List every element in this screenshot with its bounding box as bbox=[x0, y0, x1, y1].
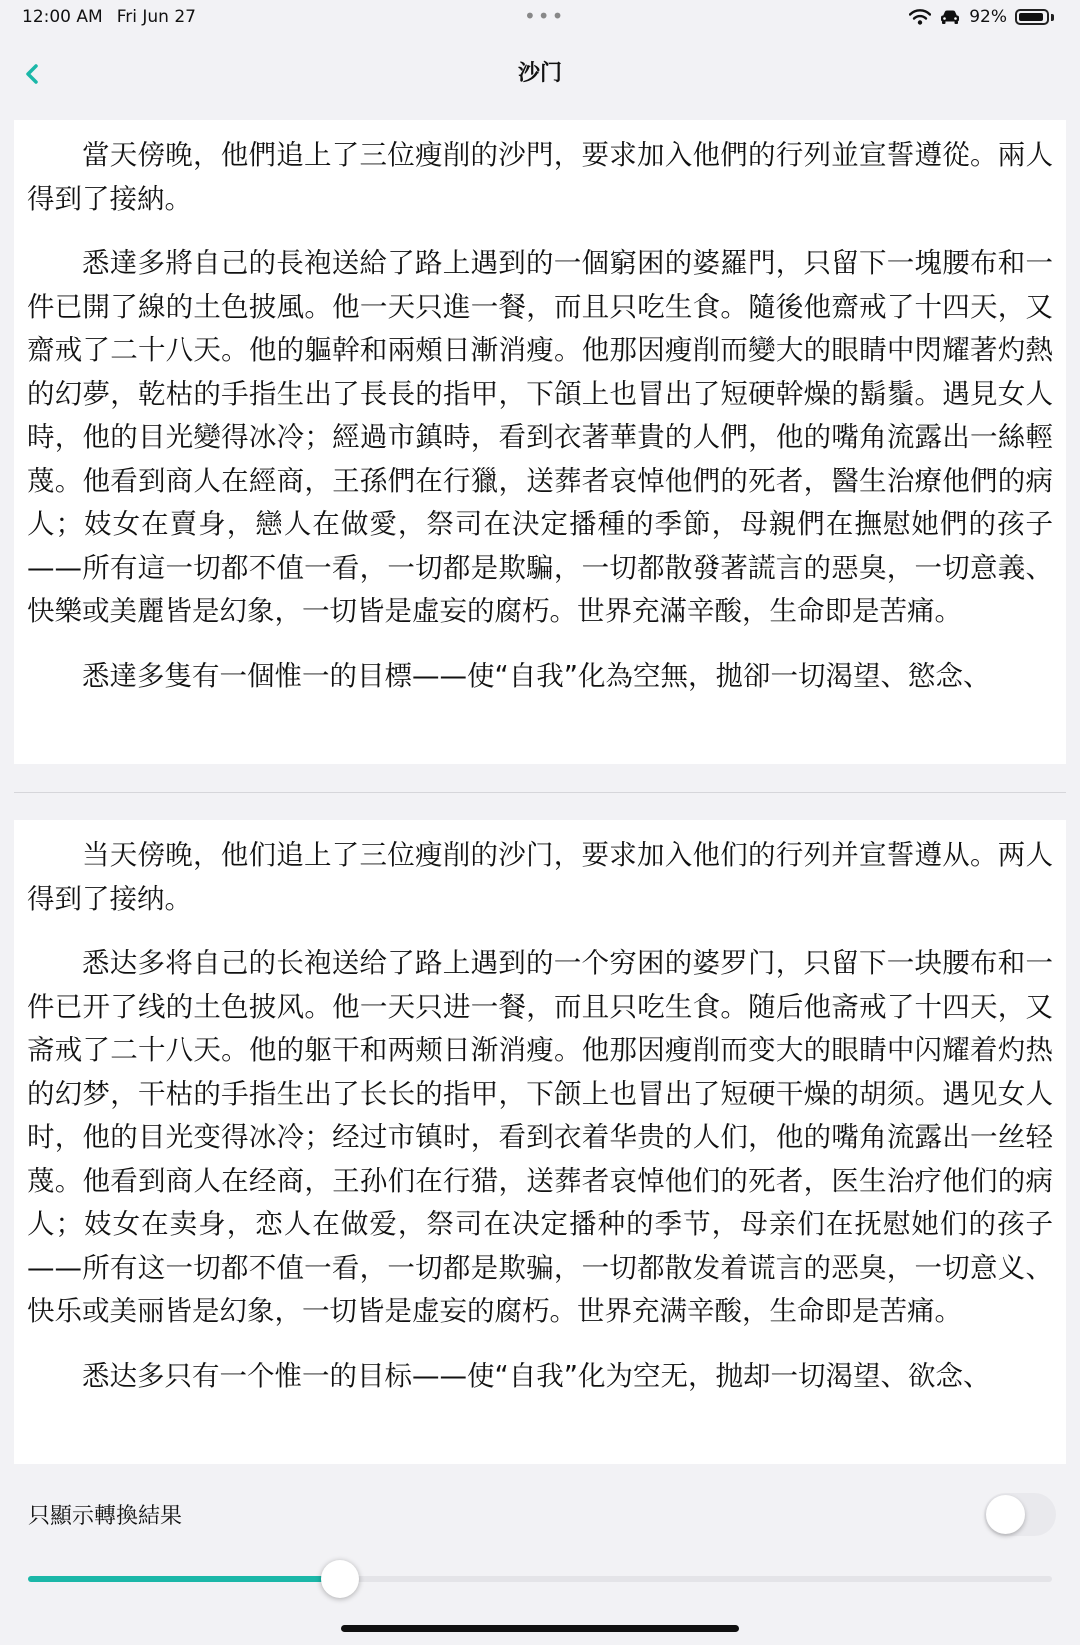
nav-bar bbox=[0, 40, 1080, 104]
show-converted-only-toggle[interactable] bbox=[984, 1493, 1056, 1536]
converted-text-content bbox=[14, 820, 1066, 1398]
converted-text-panel[interactable] bbox=[14, 820, 1066, 1464]
status-time bbox=[22, 7, 196, 27]
paragraph: 悉达多只有一个惟一的目标——使“自我”化为空无，抛却一切渴望、欲念、 bbox=[82, 1359, 991, 1392]
car-icon bbox=[939, 9, 961, 25]
toggle-knob bbox=[986, 1495, 1025, 1534]
status-time-text: 12:00 AM bbox=[22, 7, 103, 27]
show-converted-only-label: 只顯示轉換結果 bbox=[28, 1504, 183, 1529]
paragraph: 当天傍晚，他们追上了三位瘦削的沙门，要求加入他们的行列并宣誓遵从。两人得到了接纳。 bbox=[27, 839, 1053, 915]
battery-cap bbox=[1051, 14, 1054, 21]
paragraph: 當天傍晚，他們追上了三位瘦削的沙門，要求加入他們的行列並宣誓遵從。兩人得到了接納。 bbox=[27, 139, 1053, 215]
wifi-icon bbox=[909, 9, 931, 25]
battery-fill bbox=[1019, 13, 1043, 21]
panel-divider bbox=[14, 792, 1066, 793]
original-text-panel[interactable] bbox=[14, 120, 1066, 764]
original-text-content bbox=[14, 120, 1066, 698]
split-slider[interactable] bbox=[28, 1560, 1052, 1598]
slider-thumb[interactable] bbox=[321, 1560, 359, 1598]
battery-percent: 92% bbox=[969, 7, 1007, 27]
status-indicators bbox=[909, 6, 1054, 28]
status-bar bbox=[0, 0, 1080, 36]
slider-fill bbox=[28, 1576, 340, 1582]
multitasking-dots-icon[interactable]: ••• bbox=[524, 4, 566, 28]
paragraph: 悉达多将自己的长袍送给了路上遇到的一个穷困的婆罗门，只留下一块腰布和一件已开了线的土色披风。他一天只进一餐，而且只吃生食。随后他斋戒了十四天，又斋戒了二十八天。他的躯干和两颊日渐消瘦。他那因瘦削而变大的眼睛中闪耀着灼热的幻梦，干枯的手指生出了长长的指甲，下颌上也冒出了短硬干燥的胡须。遇见女人时，他的目光变得冰冷；经过市镇时，看到衣着华贵的人们，他的嘴角流露出一丝轻蔑。他看到商人在经商，王孙们在行猎，送葬者哀悼他们的死者，医生治疗他们的病人；妓女在卖身，恋人在做爱，祭司在决定播种的季节，母亲们在抚慰她们的孩子——所有这一切都不值一看，一切都是欺骗，一切都散发着谎言的恶臭，一切意义、快乐或美丽皆是幻象，一切皆是虚妄的腐朽。世界充满辛酸，生命即是苦痛。 bbox=[27, 947, 1053, 1327]
show-converted-only-row bbox=[0, 1485, 1080, 1545]
paragraph: 悉達多將自己的長袍送給了路上遇到的一個窮困的婆羅門，只留下一塊腰布和一件已開了線的土色披風。他一天只進一餐，而且只吃生食。隨後他齋戒了十四天，又齋戒了二十八天。他的軀幹和兩頰日漸消瘦。他那因瘦削而變大的眼睛中閃耀著灼熱的幻夢，乾枯的手指生出了長長的指甲，下頜上也冒出了短硬幹燥的鬍鬚。遇見女人時，他的目光變得冰冷；經過市鎮時，看到衣著華貴的人們，他的嘴角流露出一絲輕蔑。他看到商人在經商，王孫們在行獵，送葬者哀悼他們的死者，醫生治療他們的病人；妓女在賣身，戀人在做愛，祭司在決定播種的季節，母親們在撫慰她們的孩子——所有這一切都不值一看，一切都是欺騙，一切都散發著謊言的惡臭，一切意義、快樂或美麗皆是幻象，一切皆是虛妄的腐朽。世界充滿辛酸，生命即是苦痛。 bbox=[27, 247, 1053, 627]
paragraph: 悉達多隻有一個惟一的目標——使“自我”化為空無，拋卻一切渴望、慾念、 bbox=[82, 659, 991, 692]
battery-icon bbox=[1015, 9, 1049, 25]
home-indicator bbox=[341, 1625, 739, 1632]
page-title: 沙门 bbox=[517, 61, 562, 86]
status-date: Fri Jun 27 bbox=[116, 7, 196, 27]
